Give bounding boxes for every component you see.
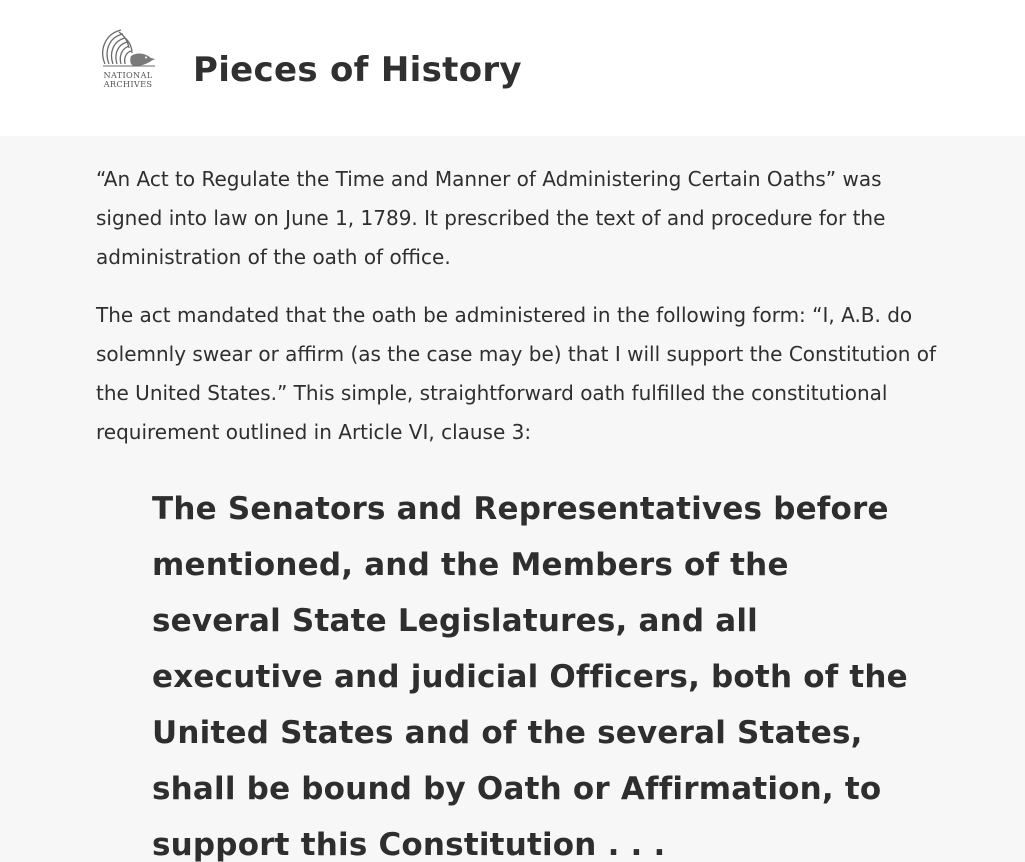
article-paragraph-1: “An Act to Regulate the Time and Manner of Administering Certain Oaths” was signed into law on June 1, 1789. It prescribed the text of and procedure for the administration of the oath of office. [96,167,886,269]
site-header [0,0,1025,136]
constitution-blockquote: The Senators and Representatives before mentioned, and the Members of the several State Legislatures, and all executive and judicial Officers, both of the United States and of the several States, shall be bound by Oath or Affirmation, to support this Constitution . . . [152,491,908,862]
logo-text-national: NATIONAL [103,70,153,80]
article-content [96,160,936,452]
logo-text-archives: ARCHIVES [103,79,153,89]
eagle-icon [95,26,161,92]
national-archives-logo[interactable] [95,26,161,92]
article-paragraph-2: The act mandated that the oath be administered in the following form: “I, A.B. do solemnly swear or affirm (as the case may be) that I will support the Constitution of the United States.” This simple, straightforward oath fulfilled the constitutional requirement outlined in Article VI, clause 3: [96,303,936,444]
site-title-link[interactable]: Pieces of History [193,50,522,90]
